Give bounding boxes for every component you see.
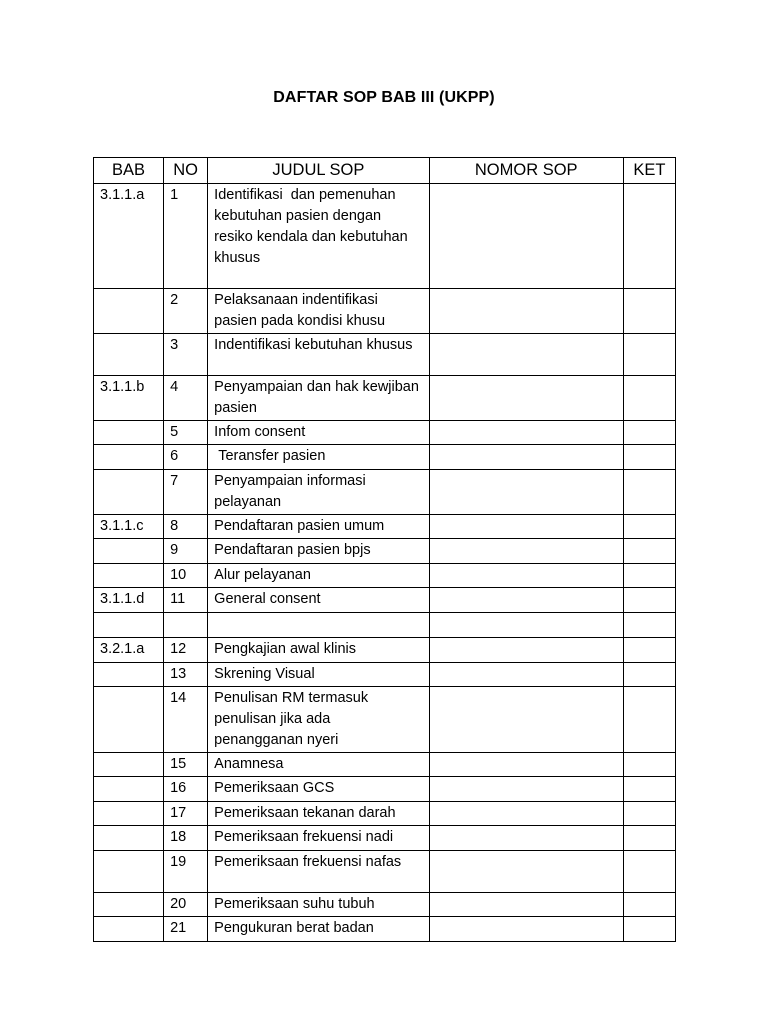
no-cell: 8 <box>164 515 208 539</box>
bab-cell <box>94 470 164 515</box>
bab-cell <box>94 851 164 893</box>
bab-cell <box>94 663 164 687</box>
no-cell: 19 <box>164 851 208 893</box>
nomor-sop-cell <box>429 564 623 588</box>
nomor-sop-cell <box>429 777 623 802</box>
table-row <box>94 334 676 376</box>
judul-sop-cell: Penyampaian dan hak kewjiban pasien <box>208 376 429 421</box>
ket-cell <box>623 289 675 334</box>
bab-cell <box>94 826 164 851</box>
nomor-sop-cell <box>429 470 623 515</box>
table-row <box>94 826 676 851</box>
ket-cell <box>623 851 675 893</box>
no-cell: 14 <box>164 687 208 753</box>
table-row <box>94 753 676 777</box>
table-row <box>94 588 676 613</box>
judul-sop-cell: Pemeriksaan suhu tubuh <box>208 893 429 917</box>
bab-cell <box>94 893 164 917</box>
no-cell: 17 <box>164 802 208 826</box>
no-cell: 5 <box>164 421 208 445</box>
bab-cell <box>94 917 164 942</box>
ket-cell <box>623 777 675 802</box>
bab-cell <box>94 289 164 334</box>
judul-sop-cell: Anamnesa <box>208 753 429 777</box>
table-row <box>94 777 676 802</box>
judul-sop-cell: Penulisan RM termasuk penulisan jika ada penangganan nyeri <box>208 687 429 753</box>
nomor-sop-cell <box>429 588 623 613</box>
table-row <box>94 687 676 753</box>
no-cell: 1 <box>164 184 208 289</box>
sop-table <box>93 157 676 942</box>
judul-sop-cell: Identifikasi dan pemenuhan kebutuhan pasien dengan resiko kendala dan kebutuhan khusus <box>208 184 429 289</box>
nomor-sop-cell <box>429 515 623 539</box>
ket-cell <box>623 613 675 638</box>
ket-cell <box>623 334 675 376</box>
table-row <box>94 421 676 445</box>
judul-sop-cell: Penyampaian informasi pelayanan <box>208 470 429 515</box>
no-cell: 12 <box>164 638 208 663</box>
judul-sop-cell: Pendaftaran pasien umum <box>208 515 429 539</box>
table-row <box>94 539 676 564</box>
bab-cell: 3.1.1.d <box>94 588 164 613</box>
nomor-sop-cell <box>429 917 623 942</box>
bab-cell: 3.1.1.c <box>94 515 164 539</box>
no-cell: 4 <box>164 376 208 421</box>
ket-cell <box>623 539 675 564</box>
header-ket: KET <box>623 158 675 184</box>
ket-cell <box>623 376 675 421</box>
table-row <box>94 184 676 289</box>
ket-cell <box>623 917 675 942</box>
nomor-sop-cell <box>429 613 623 638</box>
nomor-sop-cell <box>429 334 623 376</box>
bab-cell <box>94 753 164 777</box>
nomor-sop-cell <box>429 826 623 851</box>
ket-cell <box>623 588 675 613</box>
bab-cell: 3.2.1.a <box>94 638 164 663</box>
judul-sop-cell: Pengkajian awal klinis <box>208 638 429 663</box>
ket-cell <box>623 826 675 851</box>
header-judul-sop: JUDUL SOP <box>208 158 429 184</box>
no-cell: 13 <box>164 663 208 687</box>
judul-sop-cell: Pendaftaran pasien bpjs <box>208 539 429 564</box>
header-no: NO <box>164 158 208 184</box>
nomor-sop-cell <box>429 687 623 753</box>
nomor-sop-cell <box>429 289 623 334</box>
bab-cell <box>94 539 164 564</box>
ket-cell <box>623 638 675 663</box>
nomor-sop-cell <box>429 445 623 470</box>
ket-cell <box>623 753 675 777</box>
table-row <box>94 802 676 826</box>
judul-sop-cell: Pemeriksaan frekuensi nadi <box>208 826 429 851</box>
table-header-row <box>94 158 676 184</box>
judul-sop-cell: General consent <box>208 588 429 613</box>
bab-cell <box>94 564 164 588</box>
bab-cell <box>94 802 164 826</box>
nomor-sop-cell <box>429 184 623 289</box>
table-row <box>94 376 676 421</box>
bab-cell: 3.1.1.b <box>94 376 164 421</box>
judul-sop-cell: Alur pelayanan <box>208 564 429 588</box>
table-row <box>94 613 676 638</box>
table-row <box>94 289 676 334</box>
no-cell: 10 <box>164 564 208 588</box>
no-cell: 20 <box>164 893 208 917</box>
nomor-sop-cell <box>429 893 623 917</box>
ket-cell <box>623 445 675 470</box>
no-cell: 6 <box>164 445 208 470</box>
bab-cell <box>94 445 164 470</box>
judul-sop-cell: Indentifikasi kebutuhan khusus <box>208 334 429 376</box>
nomor-sop-cell <box>429 421 623 445</box>
no-cell: 7 <box>164 470 208 515</box>
table-row <box>94 893 676 917</box>
table-row <box>94 917 676 942</box>
header-bab: BAB <box>94 158 164 184</box>
table-row <box>94 638 676 663</box>
bab-cell <box>94 687 164 753</box>
ket-cell <box>623 421 675 445</box>
ket-cell <box>623 893 675 917</box>
bab-cell <box>94 421 164 445</box>
nomor-sop-cell <box>429 539 623 564</box>
page-title: DAFTAR SOP BAB III (UKPP) <box>273 89 495 106</box>
ket-cell <box>623 470 675 515</box>
table-row <box>94 515 676 539</box>
no-cell: 15 <box>164 753 208 777</box>
ket-cell <box>623 802 675 826</box>
bab-cell: 3.1.1.a <box>94 184 164 289</box>
bab-cell <box>94 334 164 376</box>
judul-sop-cell: Skrening Visual <box>208 663 429 687</box>
header-nomor-sop: NOMOR SOP <box>429 158 623 184</box>
bab-cell <box>94 613 164 638</box>
ket-cell <box>623 564 675 588</box>
judul-sop-cell <box>208 613 429 638</box>
table-row <box>94 445 676 470</box>
judul-sop-cell: Pengukuran berat badan <box>208 917 429 942</box>
nomor-sop-cell <box>429 851 623 893</box>
ket-cell <box>623 687 675 753</box>
table-row <box>94 470 676 515</box>
no-cell: 18 <box>164 826 208 851</box>
no-cell <box>164 613 208 638</box>
nomor-sop-cell <box>429 638 623 663</box>
ket-cell <box>623 515 675 539</box>
judul-sop-cell: Pemeriksaan frekuensi nafas <box>208 851 429 893</box>
table-body <box>94 184 676 942</box>
nomor-sop-cell <box>429 663 623 687</box>
ket-cell <box>623 184 675 289</box>
no-cell: 2 <box>164 289 208 334</box>
ket-cell <box>623 663 675 687</box>
no-cell: 9 <box>164 539 208 564</box>
table-row <box>94 663 676 687</box>
nomor-sop-cell <box>429 376 623 421</box>
bab-cell <box>94 777 164 802</box>
judul-sop-cell: Infom consent <box>208 421 429 445</box>
judul-sop-cell: Pemeriksaan tekanan darah <box>208 802 429 826</box>
no-cell: 21 <box>164 917 208 942</box>
table-row <box>94 564 676 588</box>
judul-sop-cell: Teransfer pasien <box>208 445 429 470</box>
no-cell: 11 <box>164 588 208 613</box>
nomor-sop-cell <box>429 802 623 826</box>
judul-sop-cell: Pelaksanaan indentifikasi pasien pada kondisi khusu <box>208 289 429 334</box>
nomor-sop-cell <box>429 753 623 777</box>
judul-sop-cell: Pemeriksaan GCS <box>208 777 429 802</box>
no-cell: 16 <box>164 777 208 802</box>
no-cell: 3 <box>164 334 208 376</box>
table-row <box>94 851 676 893</box>
